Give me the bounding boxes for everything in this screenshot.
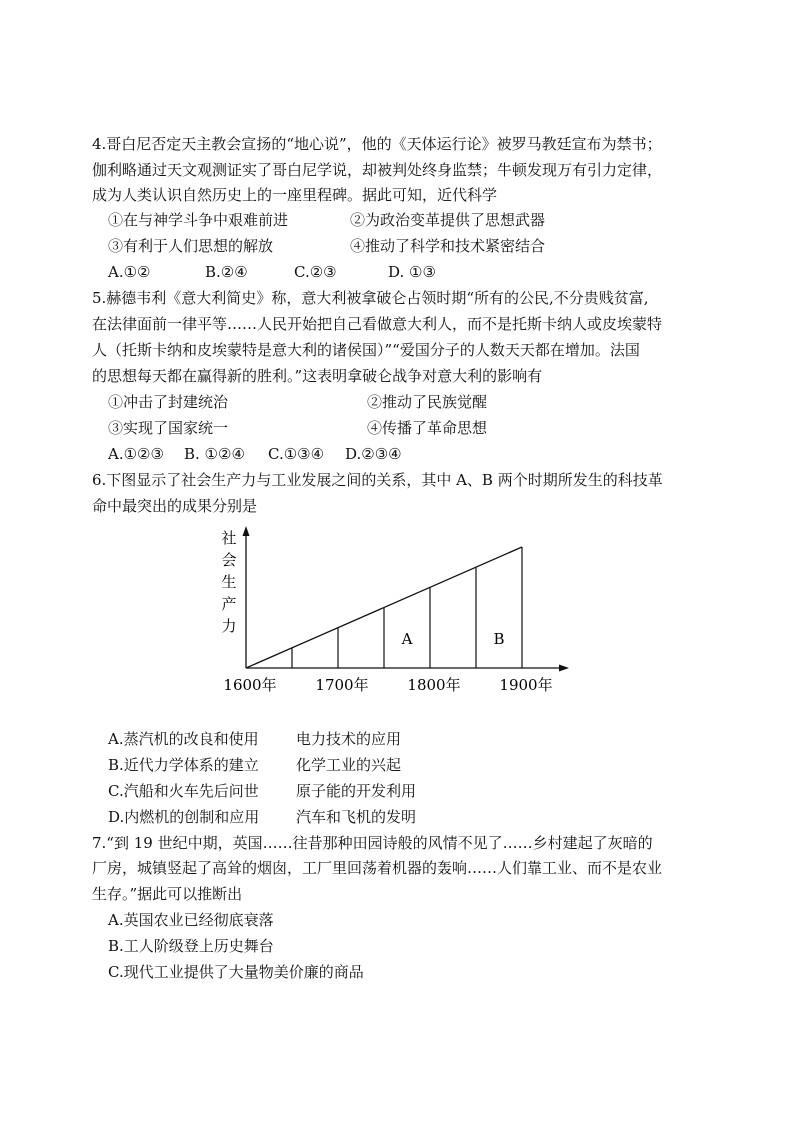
question-7-stem-line-1: 7.“到 19 世纪中期，英国……往昔那种田园诗般的风情不见了……乡村建起了灰暗的 — [92, 834, 653, 852]
y-axis-label-char-2: 会 — [221, 551, 237, 569]
question-4-stem-line-2: 伽利略通过天文观测证实了哥白尼学说，却被判处终身监禁；牛顿发现万有引力定律， — [92, 161, 663, 179]
question-5-choice-d: D.②③④ — [345, 445, 402, 463]
question-6-option-b-first: B.近代力学体系的建立 — [108, 756, 259, 774]
question-5-item-4: ④传播了革命思想 — [367, 419, 488, 437]
question-5-choice-a: A.①②③ — [108, 445, 164, 463]
question-7-stem-line-3: 生存。”据此可以推断出 — [92, 885, 243, 903]
y-axis-label-char-3: 生 — [221, 573, 237, 591]
question-6-stem-line-1: 6.下图显示了社会生产力与工业发展之间的关系，其中 A、B 两个时期所发生的科技革 — [92, 471, 663, 489]
question-4-stem-line-1: 4.哥白尼否定天主教会宣扬的“地心说”，他的《天体运行论》被罗马教廷宣布为禁书； — [92, 135, 662, 153]
question-5-choice-c: C.①③④ — [268, 445, 325, 463]
question-4-choice-b: B.②④ — [205, 263, 248, 281]
question-4-choice-c: C.②③ — [294, 263, 337, 281]
question-4-stem-line-3: 成为人类认识自然历史上的一座里程碑。据此可知，近代科学 — [92, 186, 498, 204]
y-axis-arrow — [243, 526, 250, 536]
x-tick-label: 1600年 — [223, 676, 277, 694]
question-4-choice-d: D. ①③ — [388, 263, 436, 281]
question-6-option-c-second: 原子能的开发利用 — [296, 782, 417, 800]
question-5-stem-line-1: 5.赫德韦利《意大利简史》称，意大利被拿破仑占领时期“所有的公民,不分贵贱贫富, — [92, 289, 649, 307]
question-5-item-2: ②推动了民族觉醒 — [367, 393, 488, 411]
question-4-item-3: ③有利于人们思想的解放 — [108, 237, 274, 255]
question-4-item-1: ①在与神学斗争中艰难前进 — [108, 211, 289, 229]
question-6-option-d-first: D.内燃机的创制和应用 — [108, 808, 260, 826]
question-6-option-a-second: 电力技术的应用 — [296, 730, 402, 748]
period-label-b: B — [493, 630, 505, 648]
x-tick-label: 1700年 — [315, 676, 369, 694]
question-6-option-a-first: A.蒸汽机的改良和使用 — [108, 730, 259, 748]
question-6-option-b-second: 化学工业的兴起 — [296, 756, 402, 774]
question-6-option-c-first: C.汽船和火车先后问世 — [108, 782, 259, 800]
question-5-stem-line-2: 在法律面前一律平等……人民开始把自己看做意大利人，而不是托斯卡纳人或皮埃蒙特 — [92, 315, 663, 333]
question-5-stem-line-3: 人（托斯卡纳和皮埃蒙特是意大利的诸侯国）”“爱国分子的人数天天都在增加。法国 — [92, 341, 640, 359]
question-5-item-1: ①冲击了封建统治 — [108, 393, 229, 411]
question-4-item-4: ④推动了科学和技术紧密结合 — [350, 237, 546, 255]
x-tick-label: 1900年 — [499, 676, 553, 694]
y-axis-label-char-1: 社 — [221, 529, 237, 547]
question-5-stem-line-4: 的思想每天都在赢得新的胜利。”这表明拿破仑战争对意大利的影响有 — [92, 367, 543, 385]
question-4-choice-a: A.①② — [108, 263, 151, 281]
question-6-option-d-second: 汽车和飞机的发明 — [296, 808, 417, 826]
y-axis-label-char-4: 产 — [221, 595, 237, 613]
question-7-stem-line-2: 厂房，城镇竖起了高耸的烟囱，工厂里回荡着机器的轰响……人们靠工业、而不是农业 — [92, 859, 663, 877]
period-label-a: A — [401, 630, 413, 648]
question-5-choice-b: B. ①②④ — [184, 445, 245, 463]
question-7-option-c: C.现代工业提供了大量物美价廉的商品 — [108, 963, 364, 981]
productivity-chart — [215, 520, 585, 700]
question-5-item-3: ③实现了国家统一 — [108, 419, 229, 437]
question-7-option-a: A.英国农业已经彻底衰落 — [108, 911, 274, 929]
question-4-item-2: ②为政治变革提供了思想武器 — [350, 211, 546, 229]
question-6-stem-line-2: 命中最突出的成果分别是 — [92, 497, 258, 515]
x-tick-label: 1800年 — [407, 676, 461, 694]
question-7-option-b: B.工人阶级登上历史舞台 — [108, 937, 274, 955]
y-axis-label-char-5: 力 — [221, 617, 237, 635]
x-axis-arrow — [559, 665, 569, 672]
